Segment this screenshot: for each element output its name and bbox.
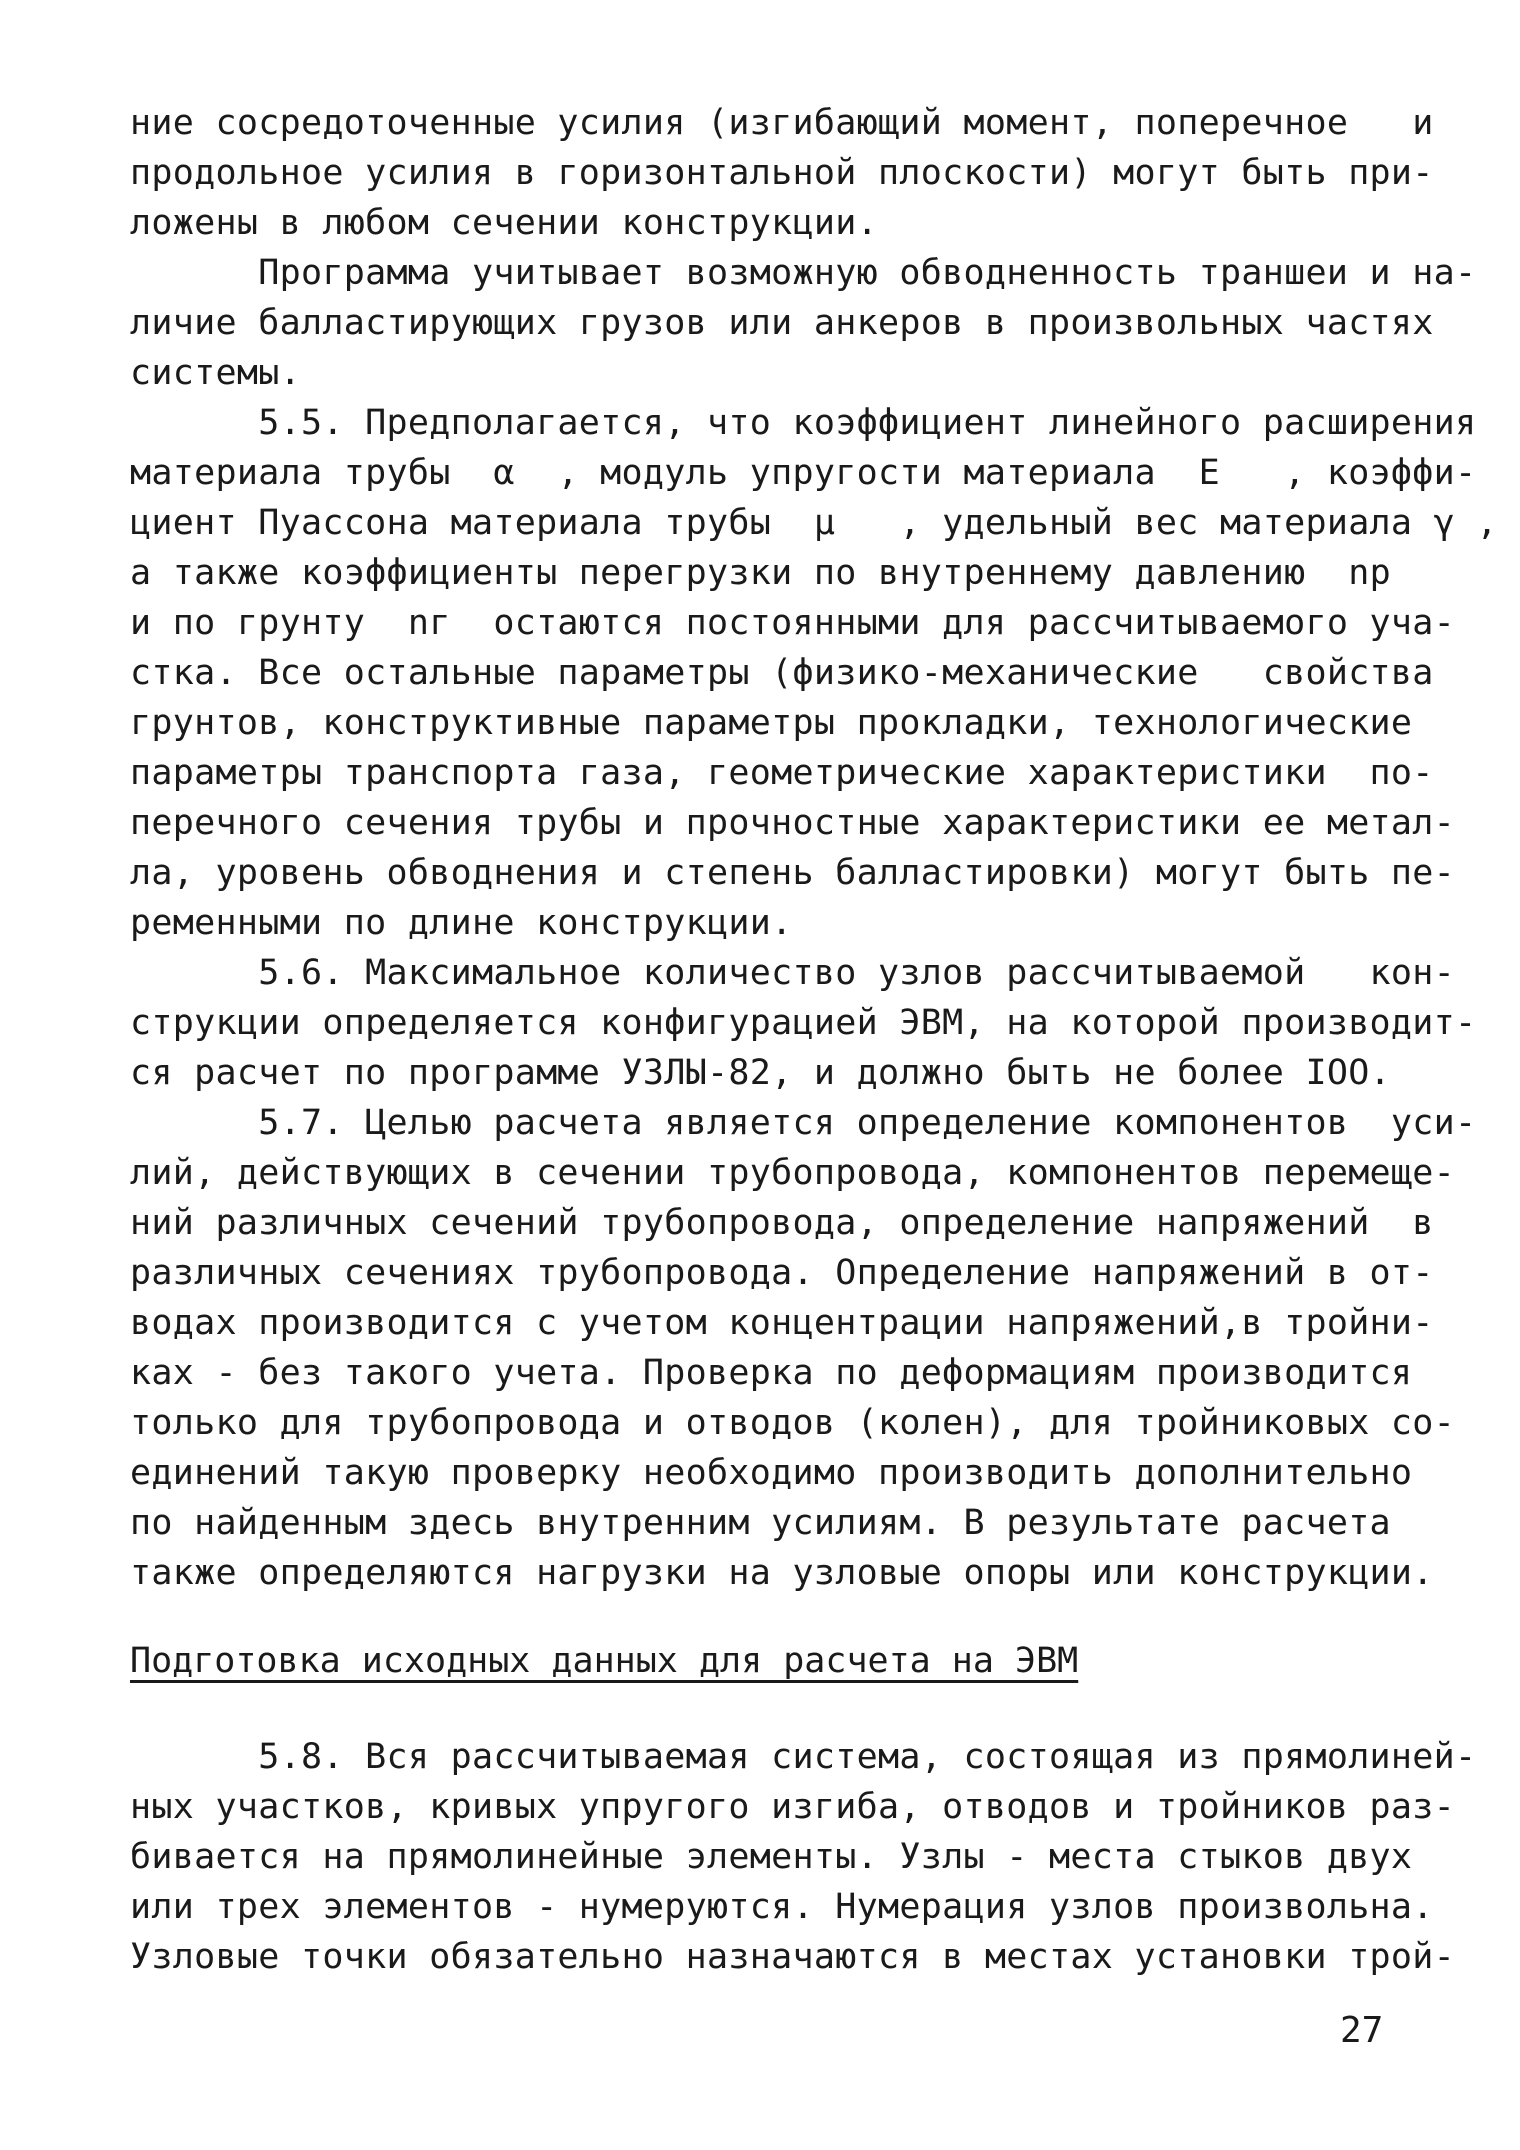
text-line: 5.6. Максимальное количество узлов рассчитываемой кон- (130, 953, 1456, 993)
text-line: системы. (130, 353, 301, 393)
text-line: циент Пуассона материала трубы μ , удельный вес материала γ , (130, 503, 1498, 543)
text-line: ках - без такого учета. Проверка по деформациям производится (130, 1353, 1413, 1393)
text-line: 5.5. Предполагается, что коэффициент линейного расширения (130, 403, 1477, 443)
text-line: единений такую проверку необходимо производить дополнительно (130, 1453, 1413, 1493)
document-body (130, 98, 1498, 1982)
text-line: ние сосредоточенные усилия (изгибающий момент, поперечное и (130, 103, 1434, 143)
text-line: грунтов, конструктивные параметры прокладки, технологические (130, 703, 1413, 743)
text-line: струкции определяется конфигурацией ЭВМ, на которой производит- (130, 1003, 1477, 1043)
text-line: лий, действующих в сечении трубопровода, компонентов перемеще- (130, 1153, 1456, 1193)
text-line: ложены в любом сечении конструкции. (130, 203, 879, 243)
text-line: и по грунту nг остаются постоянными для рассчитываемого уча- (130, 603, 1456, 643)
text-line: стка. Все остальные параметры (физико-механические свойства (130, 653, 1434, 693)
text-line: только для трубопровода и отводов (колен), для тройниковых со- (130, 1403, 1456, 1443)
text-line: продольное усилия в горизонтальной плоскости) могут быть при- (130, 153, 1434, 193)
text-line: перечного сечения трубы и прочностные характеристики ее метал- (130, 803, 1456, 843)
text-line: ременными по длине конструкции. (130, 903, 793, 943)
text-line: различных сечениях трубопровода. Определение напряжений в от- (130, 1253, 1434, 1293)
text-line: 5.8. Вся рассчитываемая система, состоящая из прямолиней- (130, 1737, 1477, 1777)
text-line: материала трубы α , модуль упругости материала E , коэффи- (130, 453, 1477, 493)
text-line: Узловые точки обязательно назначаются в местах установки трой- (130, 1937, 1456, 1977)
section-heading: Подготовка исходных данных для расчета на ЭВМ (130, 1641, 1079, 1681)
text-line: ся расчет по программе УЗЛЫ-82, и должно быть не более IOO. (130, 1053, 1391, 1093)
page-number: 27 (1340, 2010, 1384, 2051)
text-line: 5.7. Целью расчета является определение компонентов уси- (130, 1103, 1477, 1143)
text-line: а также коэффициенты перегрузки по внутреннему давлению nр (130, 553, 1391, 593)
text-line: бивается на прямолинейные элементы. Узлы - места стыков двух (130, 1837, 1413, 1877)
text-line: личие балластирующих грузов или анкеров в произвольных частях (130, 303, 1434, 343)
text-block-bottom (130, 1732, 1477, 1982)
text-block-top (130, 98, 1498, 1598)
text-line: водах производится с учетом концентрации напряжений,в тройни- (130, 1303, 1434, 1343)
text-line: ных участков, кривых упругого изгиба, отводов и тройников раз- (130, 1787, 1456, 1827)
text-line: также определяются нагрузки на узловые опоры или конструкции. (130, 1553, 1434, 1593)
text-line: или трех элементов - нумеруются. Нумерация узлов произвольна. (130, 1887, 1434, 1927)
text-line: по найденным здесь внутренним усилиям. В результате расчета (130, 1503, 1391, 1543)
text-line: ний различных сечений трубопровода, определение напряжений в (130, 1203, 1434, 1243)
text-line: параметры транспорта газа, геометрические характеристики по- (130, 753, 1434, 793)
text-line: Программа учитывает возможную обводненность траншеи и на- (130, 253, 1477, 293)
text-line: ла, уровень обводнения и степень балластировки) могут быть пе- (130, 853, 1456, 893)
